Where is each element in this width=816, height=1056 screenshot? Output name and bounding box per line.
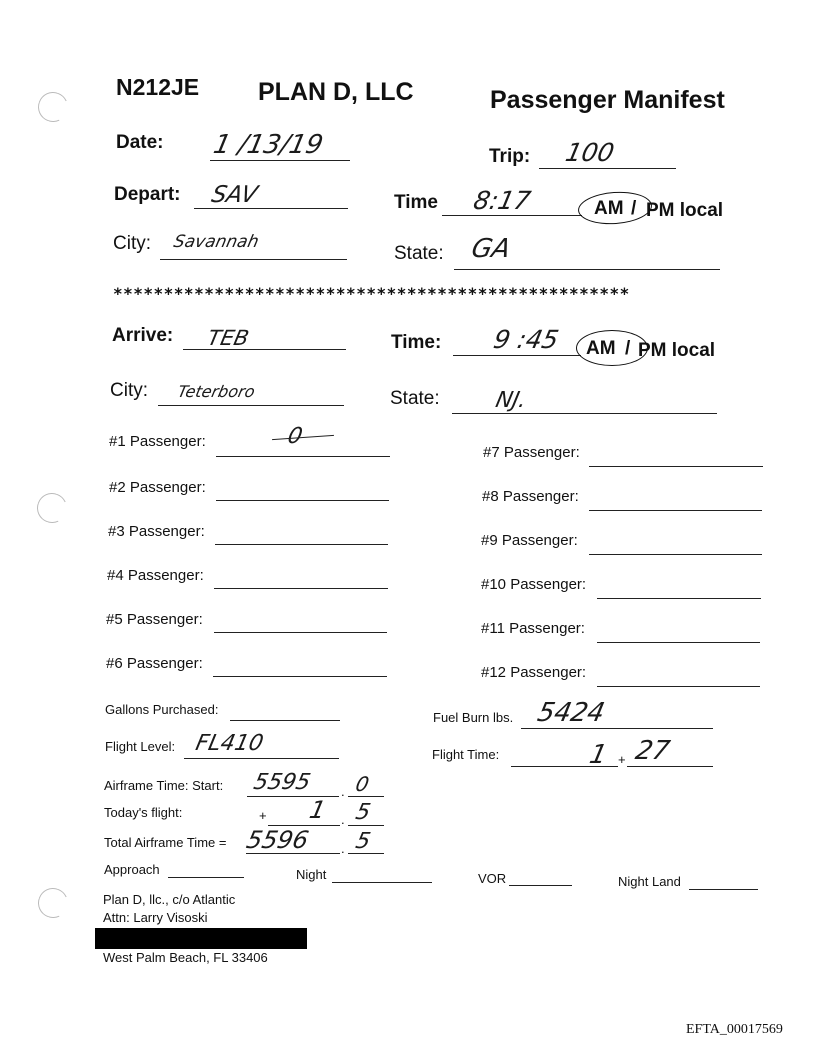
airframe-start-tenths-line: [348, 796, 384, 797]
passenger-3-line: [215, 544, 388, 545]
flight-time-label: Flight Time:: [432, 747, 500, 762]
passenger-1-value: 0: [285, 424, 305, 449]
total-airframe-tenths-value: 5: [353, 829, 373, 854]
arrive-time-value: 9 :45: [490, 325, 562, 354]
arrive-time-line: [453, 355, 581, 356]
passenger-1-strike: [272, 435, 334, 440]
date-value: 1 /13/19: [210, 130, 326, 160]
airframe-start-dot: .: [341, 784, 345, 799]
arrive-slash: /: [625, 338, 631, 359]
punch-hole-bottom: [34, 884, 72, 922]
depart-state-line: [454, 269, 720, 270]
date-label: Date:: [116, 132, 164, 153]
arrive-value: TEB: [205, 326, 252, 350]
total-airframe-label: Total Airframe Time =: [104, 835, 227, 850]
flight-time-hours-value: 1: [586, 740, 610, 770]
todays-flight-dot: .: [341, 812, 345, 827]
form-title: Passenger Manifest: [490, 86, 725, 114]
arrive-state-label: State:: [390, 388, 440, 409]
depart-city-line: [160, 259, 347, 260]
flight-time-plus: +: [618, 752, 626, 767]
arrive-pm-local-label: PM local: [638, 340, 716, 361]
passenger-1-label: #1 Passenger:: [109, 433, 206, 450]
arrive-city-line: [158, 405, 344, 406]
fuel-burn-label: Fuel Burn lbs.: [433, 710, 514, 725]
depart-label: Depart:: [114, 184, 181, 205]
separator-stars: ***************************************************: [113, 284, 630, 303]
address-redaction: [95, 928, 307, 949]
depart-line: [194, 208, 348, 209]
passenger-4-line: [214, 588, 388, 589]
todays-flight-tenths-line: [348, 825, 384, 826]
arrive-label: Arrive:: [112, 325, 174, 346]
passenger-7-line: [589, 466, 763, 467]
address-line-2: Attn: Larry Visoski: [103, 910, 208, 925]
depart-time-line: [442, 215, 582, 216]
passenger-6-label: #6 Passenger:: [106, 655, 203, 672]
trip-value: 100: [562, 138, 617, 167]
arrive-am-label: AM: [586, 338, 616, 359]
night-land-label: Night Land: [618, 874, 681, 889]
total-airframe-value: 5596: [244, 826, 312, 854]
tail-number: N212JE: [116, 74, 200, 100]
vor-line: [509, 885, 572, 886]
airframe-start-value: 5595: [251, 770, 313, 795]
fuel-burn-line: [521, 728, 713, 729]
passenger-11-label: #11 Passenger:: [481, 620, 585, 637]
depart-state-label: State:: [394, 243, 444, 264]
document-id: EFTA_00017569: [686, 1022, 783, 1037]
depart-time-label: Time: [394, 192, 439, 213]
passenger-5-line: [214, 632, 387, 633]
passenger-3-label: #3 Passenger:: [108, 523, 205, 540]
airframe-start-label: Airframe Time: Start:: [104, 778, 224, 793]
date-line: [210, 160, 350, 161]
passenger-6-line: [213, 676, 387, 677]
depart-city-value: Savannah: [171, 232, 261, 252]
todays-flight-label: Today's flight:: [104, 805, 183, 820]
passenger-1-line: [216, 456, 390, 457]
passenger-2-line: [216, 500, 389, 501]
night-line: [332, 882, 432, 883]
passenger-7-label: #7 Passenger:: [483, 444, 580, 461]
flight-level-label: Flight Level:: [105, 739, 176, 754]
passenger-12-label: #12 Passenger:: [481, 664, 587, 681]
depart-value: SAV: [209, 182, 260, 208]
depart-am-label: AM: [594, 198, 624, 219]
passenger-8-label: #8 Passenger:: [482, 488, 579, 505]
flight-time-minutes-line: [627, 766, 713, 767]
todays-flight-tenths-value: 5: [353, 800, 373, 825]
approach-line: [168, 877, 244, 878]
passenger-5-label: #5 Passenger:: [106, 611, 203, 628]
company-name: PLAN D, LLC: [258, 78, 414, 106]
address-line-4: West Palm Beach, FL 33406: [103, 950, 268, 965]
todays-flight-value: 1: [307, 796, 329, 824]
punch-hole-top: [34, 88, 72, 126]
approach-label: Approach: [104, 862, 160, 877]
passenger-2-label: #2 Passenger:: [109, 479, 206, 496]
passenger-12-line: [597, 686, 760, 687]
arrive-time-label: Time:: [391, 332, 442, 353]
flight-time-minutes-value: 27: [632, 736, 673, 766]
passenger-9-line: [589, 554, 762, 555]
depart-slash: /: [631, 198, 637, 219]
night-label: Night: [296, 867, 327, 882]
todays-flight-plus: +: [259, 808, 267, 823]
fuel-burn-value: 5424: [534, 698, 608, 728]
gallons-purchased-label: Gallons Purchased:: [105, 702, 219, 717]
passenger-10-label: #10 Passenger:: [481, 576, 587, 593]
arrive-city-value: Teterboro: [175, 382, 257, 401]
depart-city-label: City:: [113, 233, 151, 254]
total-airframe-dot: .: [341, 841, 345, 856]
passenger-8-line: [589, 510, 762, 511]
depart-state-value: GA: [468, 234, 514, 264]
trip-line: [539, 168, 676, 169]
vor-label: VOR: [478, 871, 507, 886]
depart-pm-local-label: PM local: [646, 200, 724, 221]
flight-level-line: [184, 758, 339, 759]
punch-hole-middle: [33, 489, 71, 527]
passenger-4-label: #4 Passenger:: [107, 567, 204, 584]
arrive-state-line: [452, 413, 717, 414]
night-land-line: [689, 889, 758, 890]
trip-label: Trip:: [489, 146, 531, 167]
airframe-start-tenths-value: 0: [353, 772, 372, 796]
passenger-11-line: [597, 642, 760, 643]
arrive-city-label: City:: [110, 380, 148, 401]
gallons-purchased-line: [230, 720, 340, 721]
arrive-state-value: NJ.: [493, 388, 529, 413]
passenger-9-label: #9 Passenger:: [481, 532, 578, 549]
flight-level-value: FL410: [193, 731, 266, 756]
passenger-10-line: [597, 598, 761, 599]
depart-time-value: 8:17: [470, 186, 534, 215]
address-line-1: Plan D, llc., c/o Atlantic: [103, 892, 236, 907]
